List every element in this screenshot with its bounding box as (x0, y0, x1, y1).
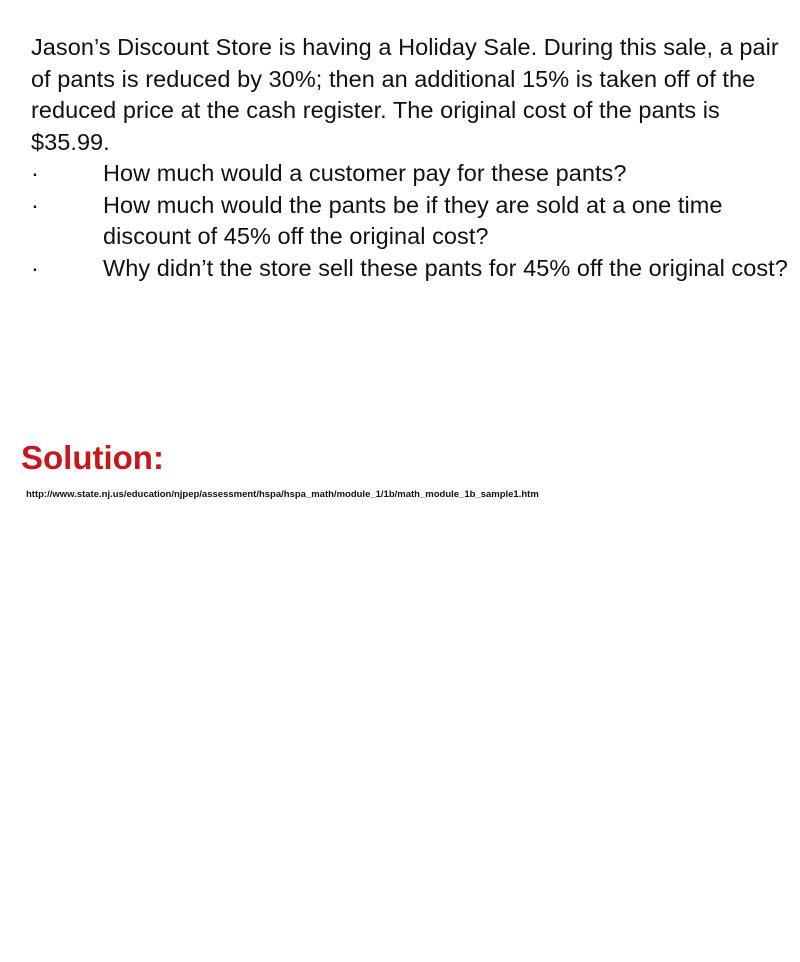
problem-intro: Jason’s Discount Store is having a Holiday Sale. During this sale, a pair of pants is reduced by 30%; then an additional 15% is taken off of the reduced price at the cash register. The original cost of the pants is $35.99. (31, 34, 779, 155)
question-text: Why didn’t the store sell these pants for 45% off the original cost? (103, 254, 788, 281)
bullet-icon: · (31, 254, 39, 281)
solution-heading: Solution: (21, 439, 164, 476)
question-list (31, 158, 796, 284)
question-item (31, 190, 796, 253)
bullet-icon: · (31, 191, 39, 218)
problem-statement (31, 32, 796, 284)
bullet-icon: · (31, 160, 39, 186)
question-item (31, 158, 796, 190)
question-text: How much would a customer pay for these pants? (103, 160, 627, 186)
source-link[interactable]: http://www.state.nj.us/education/njpep/assessment/hspa/hspa_math/module_1/1b/math_module_1b_sample1.htm (26, 489, 539, 500)
question-text: How much would the pants be if they are sold at a one time discount of 45% off the original cost? (103, 191, 723, 249)
question-item (31, 253, 796, 285)
